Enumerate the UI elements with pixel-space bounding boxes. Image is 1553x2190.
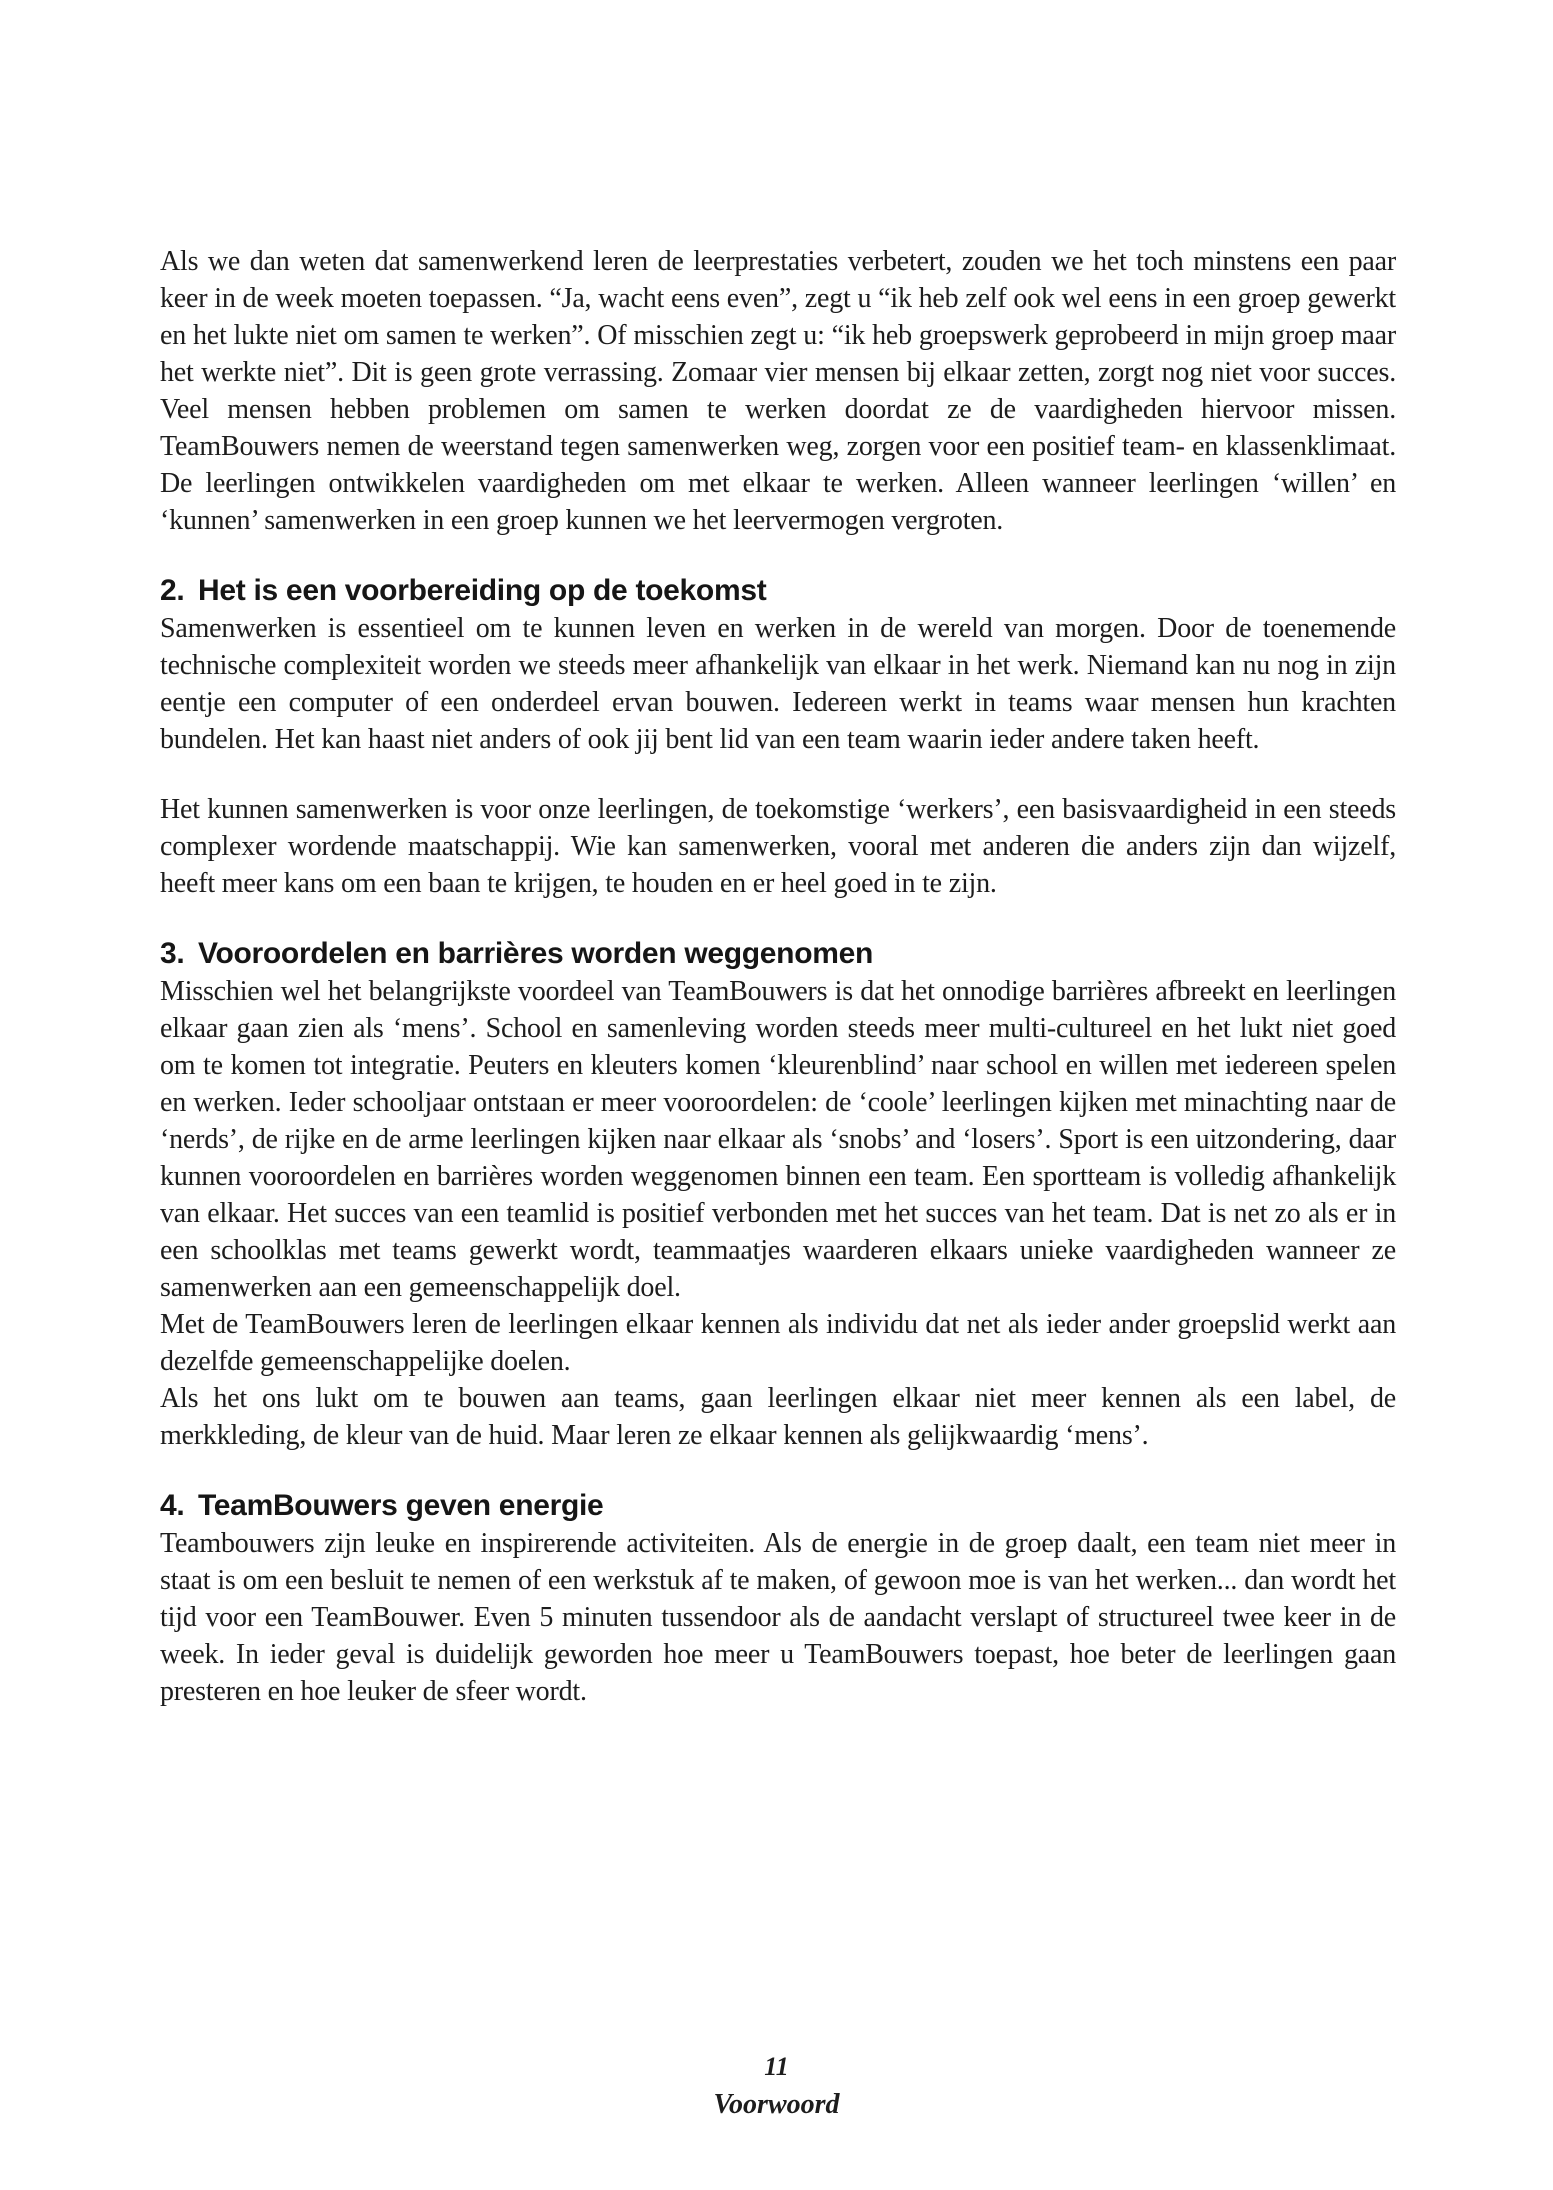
paragraph-bouwen-aan-teams: Als het ons lukt om te bouwen aan teams, gaan leerlingen elkaar niet meer kennen als een label, de merkkleding, de kleur van de huid. Maar leren ze elkaar kennen als gelijkwaardig ‘mens’.: [160, 1383, 1396, 1451]
paragraph-belangrijkste-voordeel: Misschien wel het belangrijkste voordeel van TeamBouwers is dat het onnodige barrières afbreekt en leerlingen elkaar gaan zien als ‘mens’. School en samenleving worden steeds meer multi-cultureel en het lukt niet goed om te komen tot integratie. Peuters en kleuters komen ‘kleurenblind’ naar school en willen met iedereen spelen en werken. Ieder schooljaar ontstaan er meer vooroordelen: de ‘coole’ leerlingen kijken met minachting naar de ‘nerds’, de rijke en de arme leerlingen kijken naar elkaar als ‘snobs’ and ‘losers’. Sport is een uitzondering, daar kunnen vooroordelen en barrières worden weggenomen binnen een team. Een sportteam is volledig afhankelijk van elkaar. Het succes van een teamlid is positief verbonden met het succes van het team. Dat is net zo als er in een schoolklas met teams gewerkt wordt, teammaatjes waarderen elkaars unieke vaardigheden wanneer ze samenwerken aan een gemeenschappelijk doel.: [160, 976, 1396, 1303]
paragraph-samenwerkend-leren: Als we dan weten dat samenwerkend leren de leerprestaties verbetert, zouden we het toch minstens een paar keer in de week moeten toepassen. “Ja, wacht eens even”, zegt u “ik heb zelf ook wel eens in een groep gewerkt en het lukte niet om samen te werken”. Of misschien zegt u: “ik heb groepswerk geprobeerd in mijn groep maar het werkte niet”. Dit is geen grote verrassing. Zomaar vier mensen bij elkaar zetten, zorgt nog niet voor succes. Veel mensen hebben problemen om samen te werken doordat ze de vaardigheden hiervoor missen. TeamBouwers nemen de weerstand tegen samenwerken weg, zorgen voor een positief team- en klassenklimaat. De leerlingen ontwikkelen vaardigheden om met elkaar te werken. Alleen wanneer leerlingen ‘willen’ en ‘kunnen’ samenwerken in een groep kunnen we het leervermogen vergroten.: [160, 246, 1396, 536]
paragraph-teambouwers-activiteiten: Teambouwers zijn leuke en inspirerende activiteiten. Als de energie in de groep daalt, een team niet meer in staat is om een besluit te nemen of een werkstuk af te maken, of gewoon moe is van het werken... dan wordt het tijd voor een TeamBouwer. Even 5 minuten tussendoor als de aandacht verslapt of structureel twee keer in de week. In ieder geval is duidelijk geworden hoe meer u TeamBouwers toepast, hoe beter de leerlingen gaan presteren en hoe leuker de sfeer wordt.: [160, 1528, 1396, 1707]
section-heading-2-voorbereiding-toekomst: [160, 572, 1396, 610]
page-footer: [0, 2052, 1553, 2121]
page-number: 11: [764, 2052, 789, 2081]
footer-section-label: Voorwoord: [713, 2089, 840, 2120]
paragraph-leren-kennen-als-individu: Met de TeamBouwers leren de leerlingen elkaar kennen als individu dat net als ieder ander groepslid werkt aan dezelfde gemeenschappelijke doelen.: [160, 1309, 1396, 1377]
paragraph-samenwerken-essentieel: Samenwerken is essentieel om te kunnen leven en werken in de wereld van morgen. Door de toenemende technische complexiteit worden we steeds meer afhankelijk van elkaar in het werk. Niemand kan nu nog in zijn eentje een computer of een onderdeel ervan bouwen. Iedereen werkt in teams waar mensen hun krachten bundelen. Het kan haast niet anders of ook jij bent lid van een team waarin ieder andere taken heeft.: [160, 613, 1396, 755]
heading-number: 3.: [160, 937, 185, 970]
heading-number: 4.: [160, 1489, 185, 1522]
heading-title: TeamBouwers geven energie: [198, 1489, 604, 1522]
section-heading-4-teambouwers-energie: [160, 1487, 1396, 1525]
section-heading-3-vooroordelen-barrieres: [160, 935, 1396, 973]
heading-title: Het is een voorbereiding op de toekomst: [198, 574, 767, 607]
paragraph-kunnen-samenwerken: Het kunnen samenwerken is voor onze leerlingen, de toekomstige ‘werkers’, een basisvaardigheid in een steeds complexer wordende maatschappij. Wie kan samenwerken, vooral met anderen die anders zijn dan wijzelf, heeft meer kans om een baan te krijgen, te houden en er heel goed in te zijn.: [160, 794, 1396, 899]
heading-number: 2.: [160, 574, 185, 607]
heading-title: Vooroordelen en barrières worden weggenomen: [198, 937, 874, 970]
page-content: [160, 243, 1396, 1710]
